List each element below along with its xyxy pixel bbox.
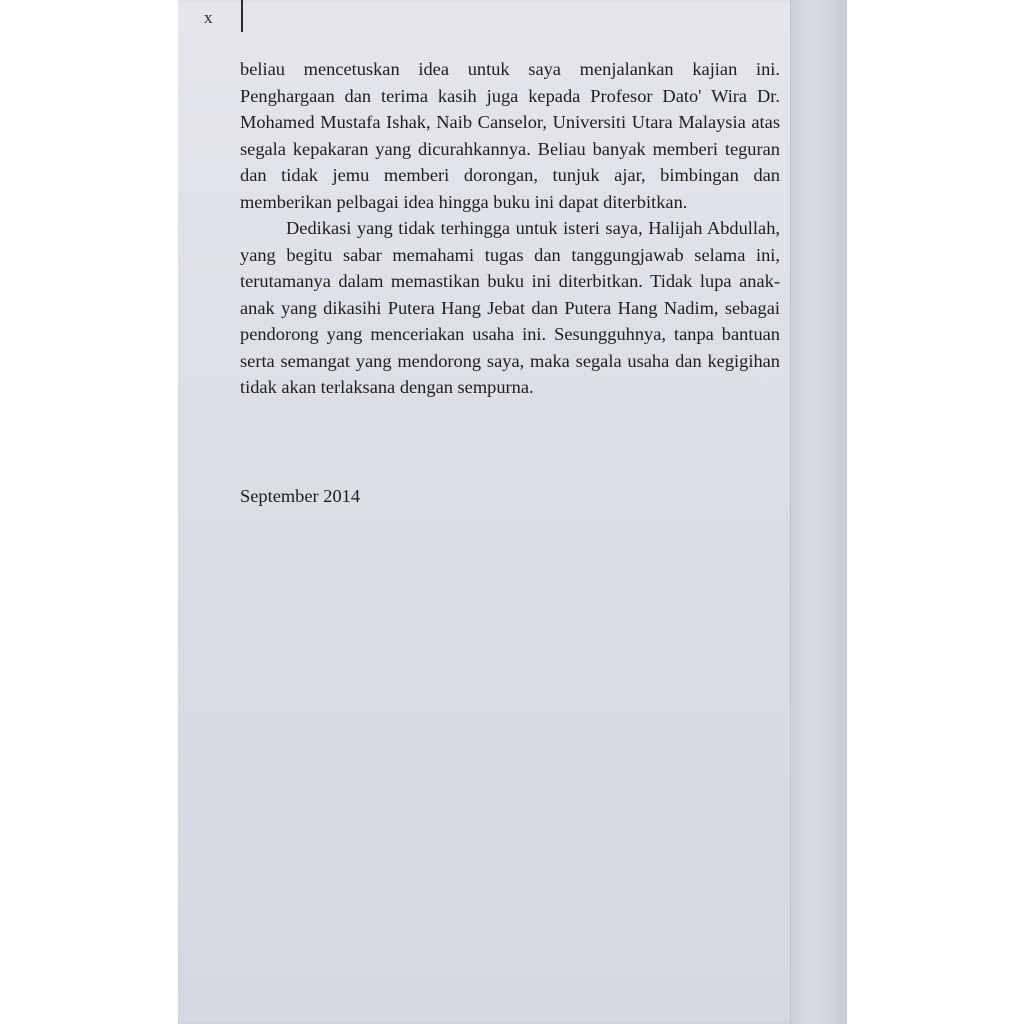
page-number: x	[204, 8, 213, 27]
paragraph-1: beliau mencetuskan idea untuk saya menjalankan kajian ini. Penghargaan dan terima kasih juga kepada Profesor Dato' Wira Dr. Mohamed Mustafa Ishak, Naib Canselor, Universiti Utara Malaysia atas segala kepakaran yang dicurahkannya. Beliau banyak memberi teguran dan tidak jemu memberi dorongan, tunjuk ajar, bimbingan dan memberikan pelbagai idea hingga buku ini dapat diterbitkan.	[240, 59, 780, 212]
page-edge	[790, 0, 847, 1024]
paragraph-2: Dedikasi yang tidak terhingga untuk isteri saya, Halijah Abdullah, yang begitu sabar memahami tugas dan tanggungjawab selama ini, terutamanya dalam memastikan buku ini diterbitkan. Tidak lupa anak-anak yang dikasihi Putera Hang Jebat dan Putera Hang Nadim, sebagai pendorong yang menceriakan usaha ini. Sesungguhnya, tanpa bantuan serta semangat yang mendorong saya, maka segala usaha dan kegigihan tidak akan terlaksana dengan sempurna.	[240, 218, 780, 397]
date-line: September 2014	[240, 486, 361, 506]
header-rule	[241, 0, 243, 32]
acknowledgement-text	[240, 56, 780, 401]
